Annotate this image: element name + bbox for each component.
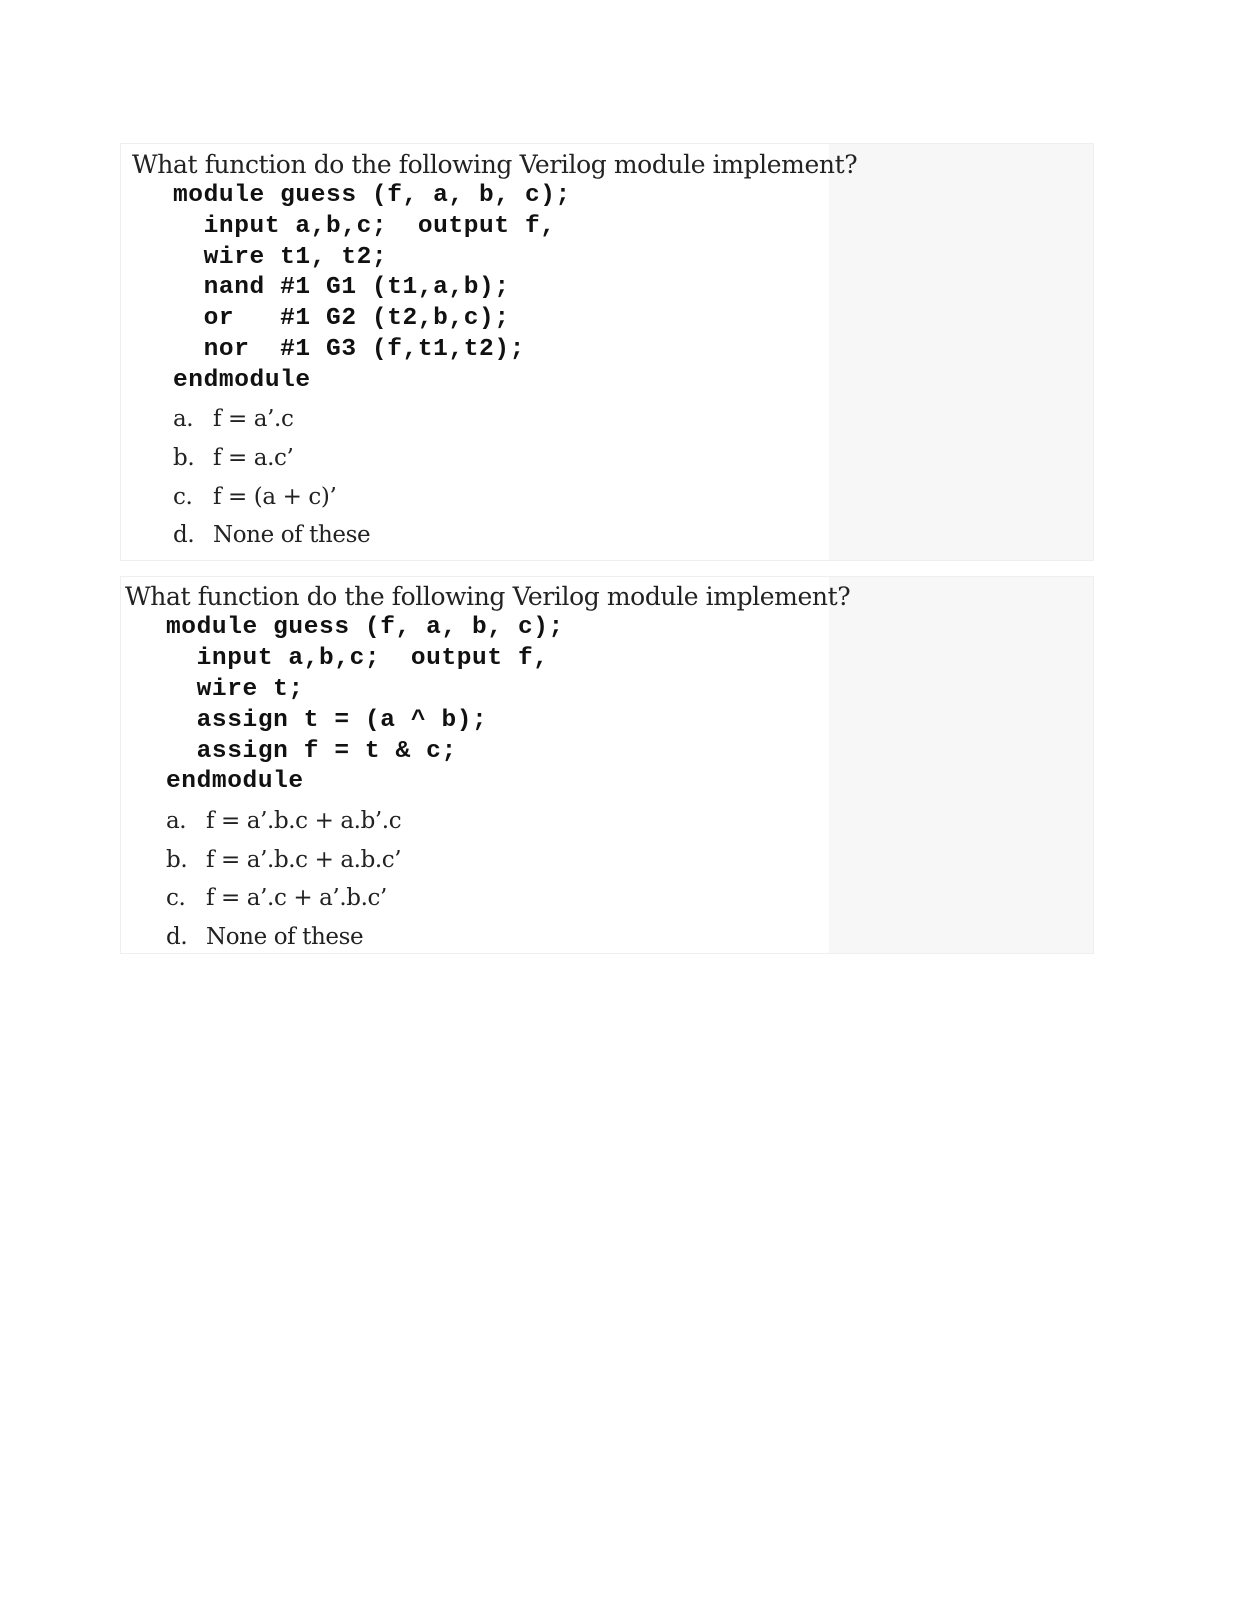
code-line: module guess (f, a, b, c); [166,614,564,641]
option-text: None of these [213,522,371,548]
option-letter: c. [173,484,193,510]
option-d [173,522,370,548]
code-line: assign t = (a ^ b); [166,707,488,734]
code-line: assign f = t & c; [166,738,457,765]
option-text: f = a’.b.c + a.b.c’ [206,847,402,873]
option-a [173,406,293,432]
code-line: nor #1 G3 (f,t1,t2); [173,336,525,363]
option-text: f = a’.c [213,406,294,432]
question-2 [120,576,1094,954]
option-text: f = a’.b.c + a.b’.c [206,808,402,834]
option-c [166,885,387,911]
code-line: input a,b,c; output f, [166,645,549,672]
option-text: f = (a + c)’ [213,484,337,510]
option-letter: c. [166,885,186,911]
code-line: nand #1 G1 (t1,a,b); [173,274,510,301]
option-d [166,924,363,950]
code-line: endmodule [173,367,311,394]
question-2-content [121,577,851,953]
code-line: wire t; [166,676,304,703]
option-b [173,445,293,471]
question-1-prompt: What function do the following Verilog module implement? [132,150,858,179]
option-letter: b. [166,847,188,873]
option-letter: a. [173,406,194,432]
option-text: None of these [206,924,364,950]
option-b [166,847,401,873]
code-line: endmodule [166,768,304,795]
option-letter: d. [166,924,188,950]
option-c [173,484,336,510]
option-a [166,808,401,834]
option-text: f = a.c’ [213,445,294,471]
code-line: input a,b,c; output f, [173,213,556,240]
option-letter: d. [173,522,195,548]
question-1-content [121,144,858,560]
option-letter: b. [173,445,195,471]
option-text: f = a’.c + a’.b.c’ [206,885,387,911]
question-2-prompt: What function do the following Verilog module implement? [125,582,851,611]
question-1 [120,143,1094,561]
code-line: module guess (f, a, b, c); [173,182,571,209]
option-letter: a. [166,808,187,834]
code-line: wire t1, t2; [173,244,388,271]
code-line: or #1 G2 (t2,b,c); [173,305,510,332]
